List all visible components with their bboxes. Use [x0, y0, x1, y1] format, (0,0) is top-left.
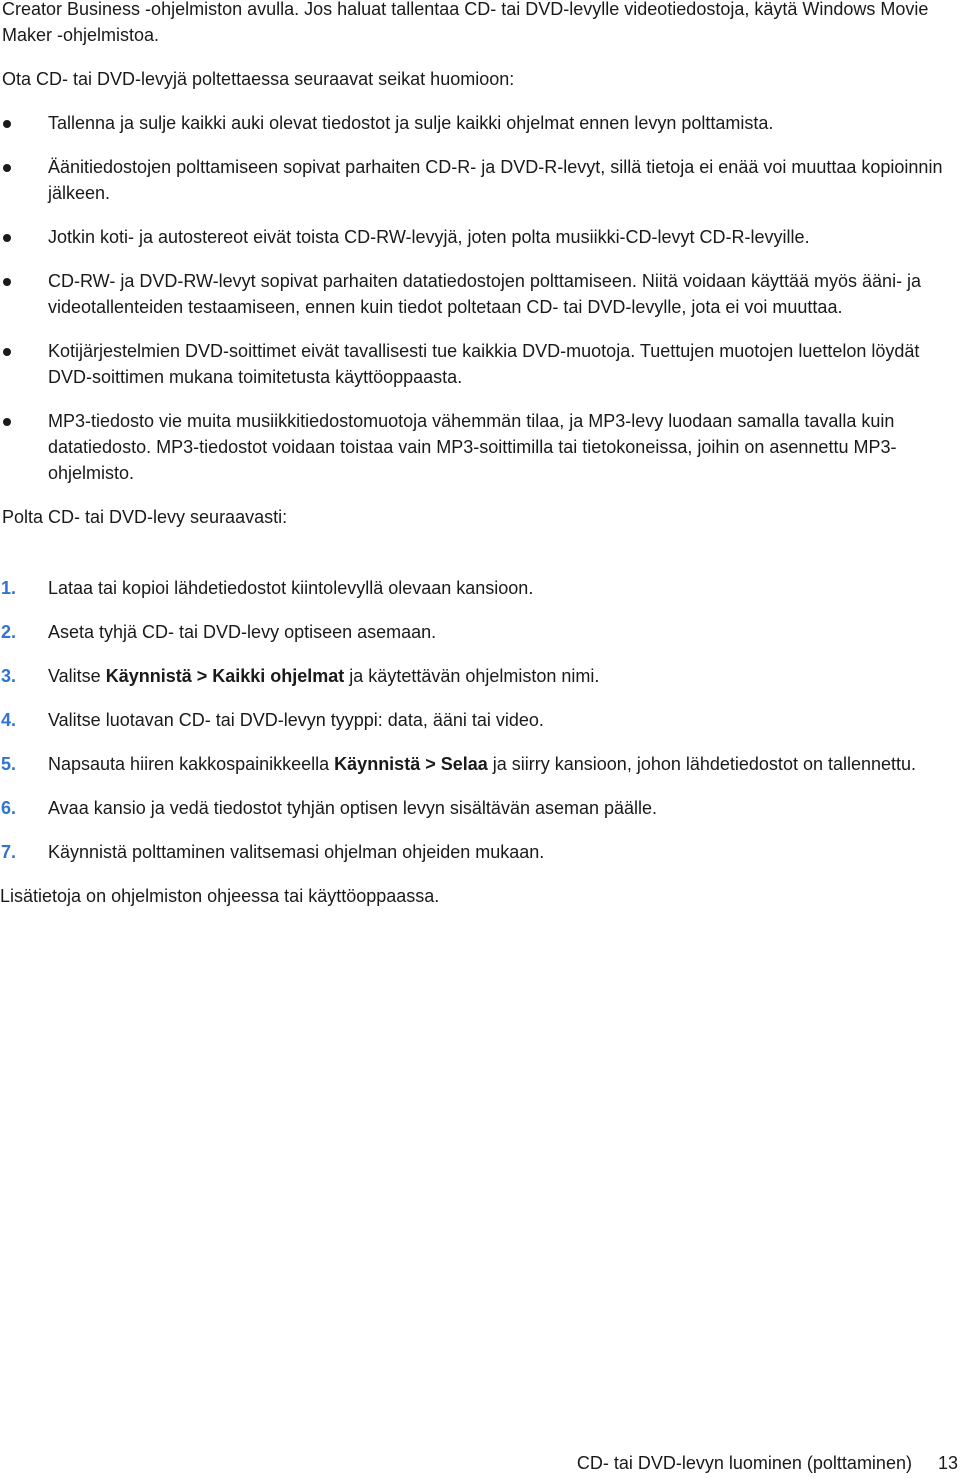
step-number: 7.	[1, 842, 17, 862]
list-item	[0, 268, 960, 320]
bullet-icon	[3, 164, 11, 172]
step-text: Valitse	[48, 666, 106, 686]
menu-start-label: Käynnistä	[105, 666, 192, 686]
menu-start-label: Käynnistä	[334, 754, 421, 774]
step-text: Valitse luotavan CD- tai DVD-levyn tyyppi: data, ääni tai video.	[48, 710, 544, 730]
step-text: Aseta tyhjä CD- tai DVD-levy optiseen asemaan.	[48, 622, 437, 642]
bullet-icon	[3, 120, 11, 128]
step-text-end: ja siirry kansioon, johon lähdetiedostot on tallennettu.	[487, 754, 917, 774]
step-number: 1.	[1, 578, 17, 598]
menu-separator: >	[191, 666, 213, 686]
considerations-lead: Ota CD- tai DVD-levyjä poltettaessa seuraavat seikat huomioon:	[2, 69, 515, 89]
closing-paragraph	[0, 883, 960, 909]
steps-lead	[0, 504, 960, 530]
list-item-text: MP3-tiedosto vie muita musiikkitiedostomuotoja vähemmän tilaa, ja MP3-levy luodaan samalla tavalla kuin datatiedosto. MP3-tiedostot voidaan toistaa vain MP3-soittimilla tai tietokoneissa, joihin on asennettu MP3-ohjelmisto.	[48, 411, 897, 483]
step-item	[0, 575, 960, 601]
list-item	[0, 224, 960, 250]
list-item	[0, 408, 960, 486]
step-number: 5.	[1, 754, 17, 774]
step-item	[0, 751, 960, 777]
list-item-text: Äänitiedostojen polttamiseen sopivat parhaiten CD-R- ja DVD-R-levyt, sillä tietoja ei enää voi muuttaa kopioinnin jälkeen.	[48, 157, 943, 203]
closing-text: Lisätietoja on ohjelmiston ohjeessa tai käyttöoppaassa.	[0, 886, 440, 906]
page-footer	[0, 1450, 960, 1476]
menu-browse-label: Selaa	[440, 754, 488, 774]
step-number: 3.	[1, 666, 17, 686]
steps-lead-text: Polta CD- tai DVD-levy seuraavasti:	[2, 507, 288, 527]
step-number: 6.	[1, 798, 17, 818]
bullet-icon	[3, 418, 11, 426]
footer-section-title: CD- tai DVD-levyn luominen (polttaminen)	[576, 1453, 912, 1473]
bullet-icon	[3, 234, 11, 242]
step-number: 2.	[1, 622, 17, 642]
step-text: Napsauta hiiren kakkospainikkeella	[48, 754, 335, 774]
step-text: Lataa tai kopioi lähdetiedostot kiintolevyllä olevaan kansioon.	[48, 578, 534, 598]
menu-separator: >	[420, 754, 441, 774]
considerations-list	[0, 110, 960, 548]
bullet-icon	[3, 278, 11, 286]
menu-all-programs-label: Kaikki ohjelmat	[212, 666, 345, 686]
list-item-text: CD-RW- ja DVD-RW-levyt sopivat parhaiten datatiedostojen polttamiseen. Niitä voidaan käyttää myös ääni- ja videotallenteiden testaamiseen, ennen kuin tiedot poltetaan CD- tai DVD-levylle, jota ei voi muuttaa.	[48, 271, 922, 317]
step-text: Käynnistä polttaminen valitsemasi ohjelman ohjeiden mukaan.	[48, 842, 545, 862]
list-item	[0, 110, 960, 136]
list-item-text: Kotijärjestelmien DVD-soittimet eivät tavallisesti tue kaikkia DVD-muotoja. Tuettujen muotojen luettelon löydät DVD-soittimen mukana toimitetusta käyttöoppaasta.	[48, 341, 920, 387]
list-item-text: Jotkin koti- ja autostereot eivät toista CD-RW-levyjä, joten polta musiikki-CD-levyt CD-R-levyille.	[48, 227, 810, 247]
step-item	[0, 707, 960, 733]
step-text-end: ja käytettävän ohjelmiston nimi.	[344, 666, 600, 686]
page-number: 13	[937, 1453, 958, 1473]
intro-text: Creator Business -ohjelmiston avulla. Jos haluat tallentaa CD- tai DVD-levylle videotiedostoja, käytä Windows Movie Maker -ohjelmistoa.	[2, 0, 929, 45]
list-item	[0, 338, 960, 390]
step-item	[0, 663, 960, 689]
step-item	[0, 795, 960, 821]
step-item	[0, 619, 960, 645]
step-number: 4.	[1, 710, 17, 730]
list-item-text: Tallenna ja sulje kaikki auki olevat tiedostot ja sulje kaikki ohjelmat ennen levyn polttamista.	[48, 113, 774, 133]
step-item	[0, 839, 960, 865]
intro-paragraph	[2, 0, 958, 92]
bullet-icon	[3, 348, 11, 356]
burn-steps-list	[0, 575, 960, 927]
step-text: Avaa kansio ja vedä tiedostot tyhjän optisen levyn sisältävän aseman päälle.	[48, 798, 658, 818]
list-item	[0, 154, 960, 206]
